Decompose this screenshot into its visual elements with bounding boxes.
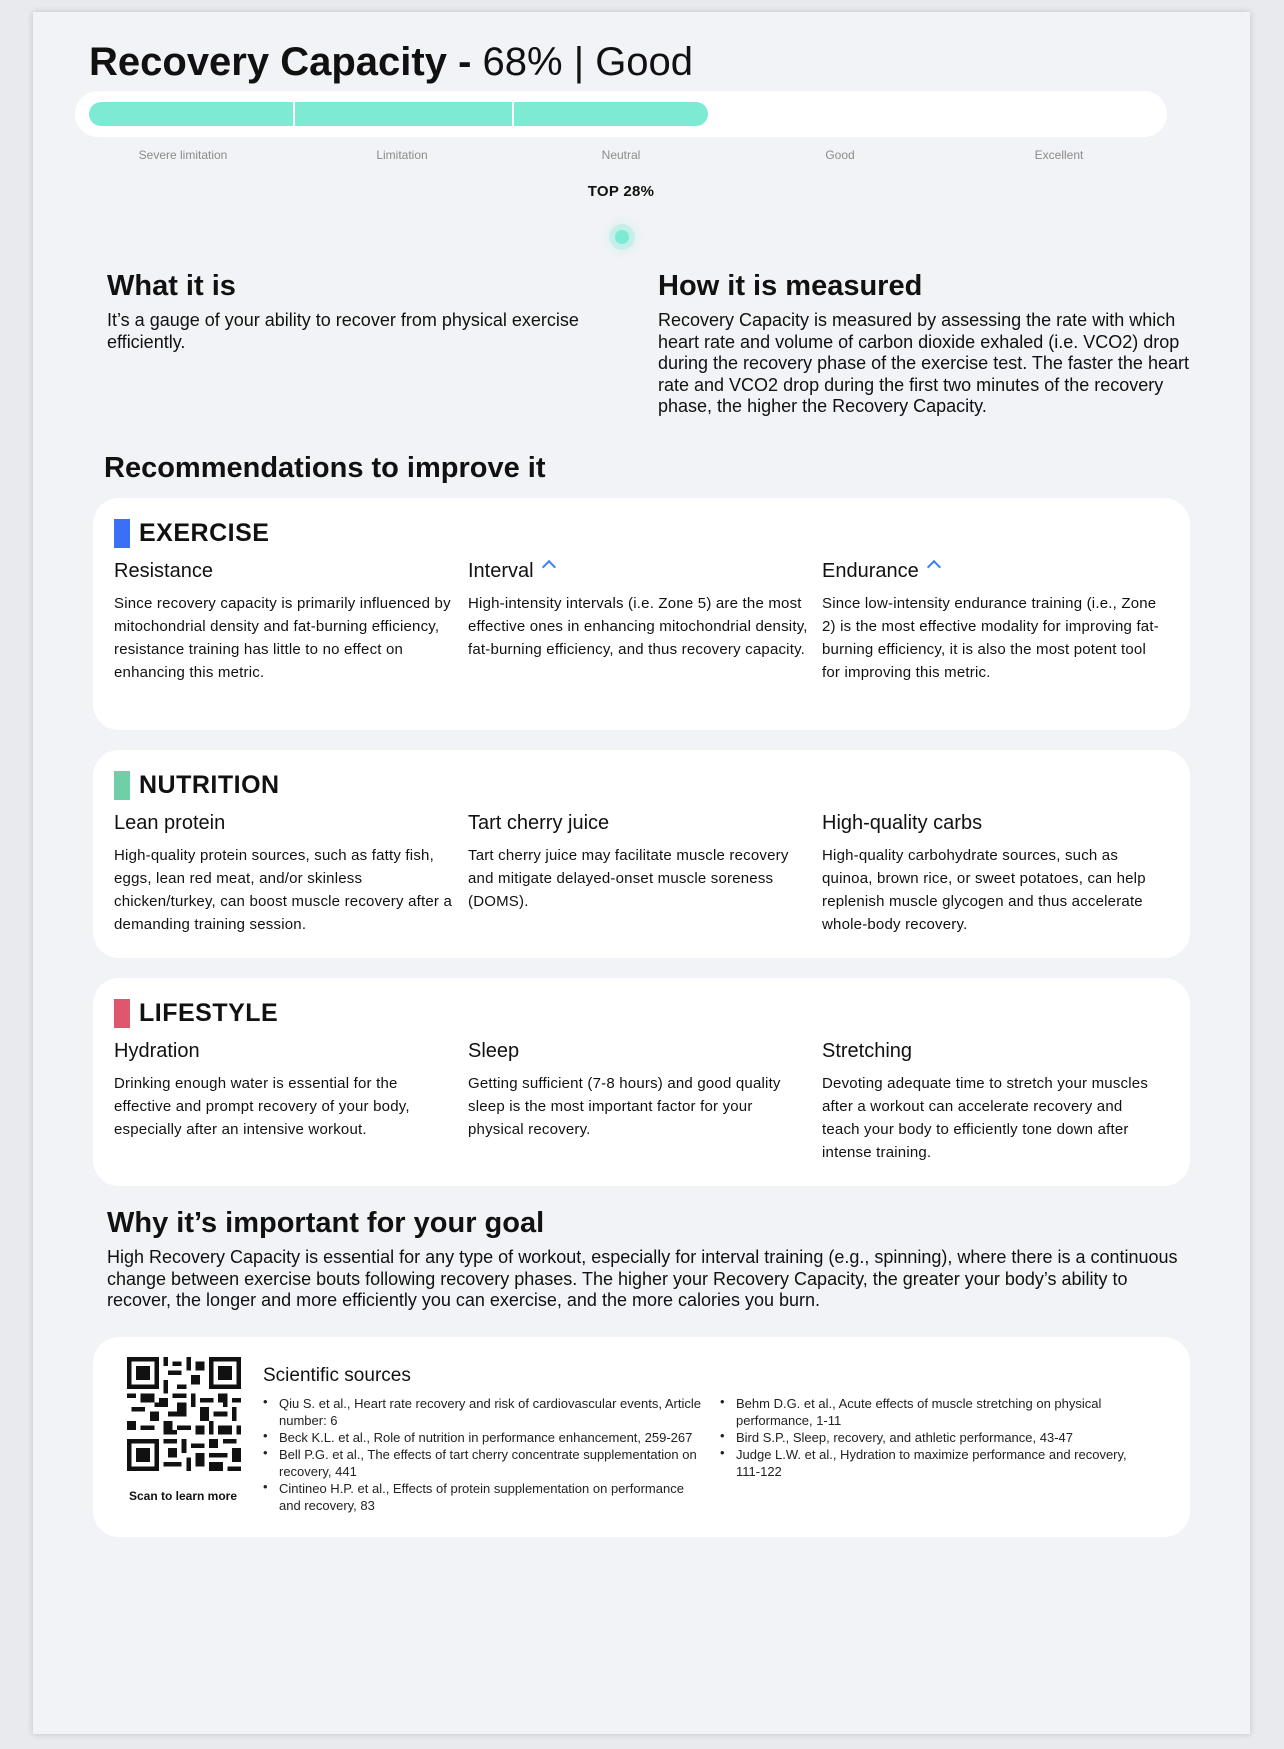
sources-card: [93, 1337, 1190, 1537]
scale-label-excellent: Excellent: [1034, 148, 1084, 162]
capacity-progress-bar: [75, 91, 1167, 137]
what-it-is-text: It’s a gauge of your ability to recover from physical exercise efficiently.: [107, 310, 579, 352]
recommendation-text: Drinking enough water is essential for the effective and prompt recovery of your body, especially after an intensive workout.: [114, 1075, 410, 1138]
recommendation-item: [114, 1038, 454, 1141]
recommendations-heading: Recommendations to improve it: [104, 452, 546, 484]
recommendation-title: Tart cherry juice: [468, 811, 610, 834]
lifestyle-card: [93, 978, 1190, 1186]
recommendation-title: Endurance: [822, 558, 1162, 584]
recommendation-title: Hydration: [114, 1039, 200, 1062]
source-item: • Bell P.G. et al., The effects of tart cherry concentrate supplementation on recovery, 441: [263, 1446, 703, 1480]
page-title: [89, 40, 693, 85]
category-header: [114, 518, 269, 548]
recommendation-text: Devoting adequate time to stretch your muscles after a workout can accelerate recovery and teach your body to efficiently tone down after intense training.: [822, 1075, 1149, 1161]
scale-label-limitation: Limitation: [376, 148, 428, 162]
recommendation-text: Tart cherry juice may facilitate muscle recovery and mitigate delayed-onset muscle soreness (DOMS).: [468, 847, 789, 910]
how-measured-heading: How it is measured: [658, 270, 923, 302]
category-color-bar: [114, 771, 130, 800]
recommendation-title: Lean protein: [114, 811, 226, 834]
recommendation-item: [822, 558, 1162, 684]
source-item: • Bird S.P., Sleep, recovery, and athletic performance, 43-47: [720, 1429, 1140, 1446]
nutrition-card: [93, 750, 1190, 958]
scale-label-good: Good: [825, 148, 855, 162]
recommendation-item: [468, 810, 808, 913]
report-page: [33, 12, 1250, 1734]
source-item: • Beck K.L. et al., Role of nutrition in performance enhancement, 259-267: [263, 1429, 703, 1446]
recommendation-item: [468, 558, 808, 661]
recommendation-title: Sleep: [468, 1039, 520, 1062]
recommendation-text: Since low-intensity endurance training (i.e., Zone 2) is the most effective modality for improving fat-burning efficiency, it is also the most potent tool for improving this metric.: [822, 595, 1159, 681]
category-header: [114, 998, 278, 1028]
segment-divider: [731, 102, 733, 126]
recommendation-title: High-quality carbs: [822, 811, 983, 834]
recommendation-item: [114, 558, 454, 684]
recommendation-text: Since recovery capacity is primarily influenced by mitochondrial density and fat-burning efficiency, resistance training has little to no effect on enhancing this metric.: [114, 595, 451, 681]
category-color-bar: [114, 519, 130, 548]
what-it-is-heading: What it is: [107, 270, 236, 302]
sources-list-right: [720, 1395, 1140, 1480]
scale-label-neutral: Neutral: [601, 148, 641, 162]
category-label: LIFESTYLE: [139, 998, 279, 1027]
chevron-up-icon[interactable]: [927, 560, 941, 574]
segment-divider: [293, 102, 295, 126]
why-important-heading: Why it’s important for your goal: [107, 1207, 545, 1239]
recommendation-item: [114, 810, 454, 936]
chevron-up-icon[interactable]: [542, 560, 556, 574]
sources-heading: Scientific sources: [263, 1365, 411, 1386]
recommendation-title: Interval: [468, 558, 808, 584]
sources-list-left: [263, 1395, 703, 1514]
position-marker: [615, 230, 629, 244]
exercise-card: [93, 498, 1190, 730]
source-item: • Cintineo H.P. et al., Effects of protein supplementation on performance and recovery, 83: [263, 1480, 703, 1514]
top-percent-label: TOP 28%: [587, 183, 655, 200]
recommendation-item: [822, 1038, 1162, 1164]
why-important-text: High Recovery Capacity is essential for any type of workout, especially for interval training (e.g., spinning), where there is a continuous change between exercise bouts following recovery phases. The higher your Recovery Capacity, the greater your body’s ability to recover, the longer and more efficiently you can exercise, and the more calories you burn.: [107, 1247, 1178, 1310]
recommendation-text: High-quality carbohydrate sources, such as quinoa, brown rice, or sweet potatoes, can help replenish muscle glycogen and thus accelerate whole-body recovery.: [822, 847, 1146, 933]
recommendation-item: [468, 1038, 808, 1141]
how-measured-text: Recovery Capacity is measured by assessing the rate with which heart rate and volume of carbon dioxide exhaled (i.e. VCO2) drop during the recovery phase of the exercise test. The faster the heart rate and VCO2 drop during the first two minutes of the recovery phase, the higher the Recovery Capacity.: [658, 310, 1189, 416]
metric-value: 68% | Good: [471, 40, 694, 84]
category-color-bar: [114, 999, 130, 1028]
recommendation-text: High-intensity intervals (i.e. Zone 5) are the most effective ones in enhancing mitochondrial density, fat-burning efficiency, and thus recovery capacity.: [468, 595, 808, 658]
recommendation-text: High-quality protein sources, such as fatty fish, eggs, lean red meat, and/or skinless chicken/turkey, can boost muscle recovery after a demanding training session.: [114, 847, 452, 933]
category-label: EXERCISE: [139, 518, 270, 547]
category-label: NUTRITION: [139, 770, 280, 799]
metric-name: Recovery Capacity -: [89, 40, 472, 84]
progress-fill: [89, 102, 708, 126]
qr-caption: Scan to learn more: [128, 1489, 238, 1503]
recommendation-text: Getting sufficient (7-8 hours) and good quality sleep is the most important factor for your physical recovery.: [468, 1075, 781, 1138]
recommendation-item: [822, 810, 1162, 936]
category-header: [114, 770, 280, 800]
source-item: • Behm D.G. et al., Acute effects of muscle stretching on physical performance, 1-11: [720, 1395, 1140, 1429]
source-item: • Judge L.W. et al., Hydration to maximize performance and recovery, 111-122: [720, 1446, 1140, 1480]
recommendation-title: Resistance: [114, 559, 213, 582]
recommendation-title: Stretching: [822, 1039, 913, 1062]
qr-code-icon[interactable]: [127, 1357, 241, 1471]
segment-divider: [512, 102, 514, 126]
source-item: • Qiu S. et al., Heart rate recovery and risk of cardiovascular events, Article number: 6: [263, 1395, 703, 1429]
scale-label-severe: Severe limitation: [138, 148, 228, 162]
